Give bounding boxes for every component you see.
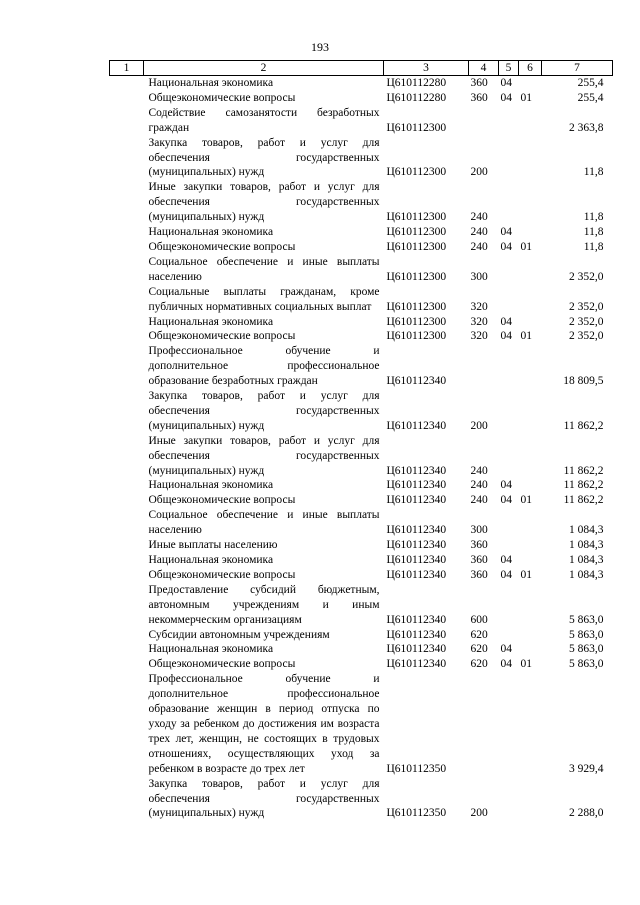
row-name: Социальные выплаты гражданам, кроме публичных нормативных социальных выплат xyxy=(148,285,380,313)
row-name: Социальное обеспечение и иные выплаты населению xyxy=(148,255,380,283)
subsection-code xyxy=(519,538,542,553)
cell-col-1 xyxy=(110,76,144,91)
cell-col-1 xyxy=(110,136,144,181)
section-code xyxy=(499,106,519,136)
row-name: Национальная экономика xyxy=(148,315,274,328)
table-row xyxy=(110,106,613,136)
subsection-code xyxy=(519,478,542,493)
table-row xyxy=(110,508,613,538)
section-code xyxy=(499,136,519,181)
section-code xyxy=(499,285,519,315)
table-row xyxy=(110,315,613,330)
row-name: Национальная экономика xyxy=(148,479,274,492)
section-code xyxy=(499,344,519,389)
target-code: Ц610112340 xyxy=(386,658,447,671)
target-code: Ц610112350 xyxy=(386,807,447,820)
table-row xyxy=(110,642,613,657)
table-row xyxy=(110,553,613,568)
subsection-code xyxy=(519,672,542,776)
subsection-code xyxy=(519,434,542,479)
table-row xyxy=(110,91,613,106)
amount: 255,4 xyxy=(577,77,604,89)
cell-col-1 xyxy=(110,642,144,657)
table-row xyxy=(110,136,613,181)
amount: 18 809,5 xyxy=(563,375,604,388)
target-code: Ц610112340 xyxy=(386,494,447,507)
target-code: Ц610112280 xyxy=(386,77,447,89)
row-name: Предоставление субсидий бюджетным, автономным учреждениям и иным некоммерческим организациям xyxy=(148,583,380,626)
subsection-code xyxy=(519,76,542,91)
table-row xyxy=(110,434,613,479)
table-row xyxy=(110,777,613,822)
target-code: Ц610112300 xyxy=(386,240,447,253)
amount: 2 288,0 xyxy=(569,807,604,820)
row-name: Общеэкономические вопросы xyxy=(148,568,296,581)
amount: 11 862,2 xyxy=(563,419,604,432)
expense-type-code: 360 xyxy=(470,91,488,104)
subsection-code xyxy=(519,642,542,657)
expense-type-code: 620 xyxy=(470,658,488,671)
amount: 11,8 xyxy=(583,166,604,179)
table-row xyxy=(110,493,613,508)
amount: 1 084,3 xyxy=(569,539,604,552)
subsection-code: 01 xyxy=(520,91,532,104)
table-body xyxy=(110,76,613,822)
cell-col-1 xyxy=(110,672,144,776)
table-header xyxy=(110,61,613,76)
amount: 11 862,2 xyxy=(563,479,604,492)
amount: 11 862,2 xyxy=(563,494,604,507)
amount: 11 862,2 xyxy=(563,464,604,477)
target-code: Ц610112340 xyxy=(386,419,447,432)
column-header-1: 1 xyxy=(110,61,144,76)
expense-type-code: 360 xyxy=(470,77,488,89)
row-name: Национальная экономика xyxy=(148,77,274,89)
expense-type-code: 200 xyxy=(470,419,488,432)
section-code: 04 xyxy=(500,568,512,581)
cell-col-1 xyxy=(110,478,144,493)
row-name: Содействие самозанятости безработных граждан xyxy=(148,106,380,134)
expense-type-code: 620 xyxy=(470,643,488,656)
column-header-6: 6 xyxy=(519,61,542,76)
target-code: Ц610112340 xyxy=(386,479,447,492)
expense-type-code: 240 xyxy=(470,226,488,239)
section-code xyxy=(499,583,519,628)
cell-col-1 xyxy=(110,255,144,285)
subsection-code xyxy=(519,508,542,538)
section-code: 04 xyxy=(500,226,512,239)
amount: 5 863,0 xyxy=(569,613,604,626)
subsection-code: 01 xyxy=(520,658,532,671)
section-code: 04 xyxy=(500,330,512,343)
row-name: Субсидии автономным учреждениям xyxy=(148,628,330,641)
section-code: 04 xyxy=(500,658,512,671)
section-code xyxy=(499,628,519,643)
amount: 11,8 xyxy=(583,226,604,239)
cell-col-1 xyxy=(110,180,144,225)
section-code xyxy=(499,434,519,479)
cell-col-1 xyxy=(110,434,144,479)
subsection-code xyxy=(519,106,542,136)
subsection-code xyxy=(519,389,542,434)
row-name: Общеэкономические вопросы xyxy=(148,240,296,253)
budget-table xyxy=(109,60,613,821)
cell-col-1 xyxy=(110,628,144,643)
expense-type-code: 240 xyxy=(470,240,488,253)
expense-type-code: 620 xyxy=(470,628,488,641)
header-row xyxy=(110,61,613,76)
target-code: Ц610112300 xyxy=(386,270,447,283)
table-row xyxy=(110,76,613,91)
row-name: Общеэкономические вопросы xyxy=(148,494,296,507)
subsection-code xyxy=(519,553,542,568)
amount: 5 863,0 xyxy=(569,643,604,656)
target-code: Ц610112300 xyxy=(386,330,447,343)
subsection-code: 01 xyxy=(520,330,532,343)
target-code: Ц610112340 xyxy=(386,539,447,552)
cell-col-1 xyxy=(110,493,144,508)
amount: 1 084,3 xyxy=(569,524,604,537)
cell-col-1 xyxy=(110,91,144,106)
amount: 2 352,0 xyxy=(569,330,604,343)
section-code xyxy=(499,672,519,776)
row-name: Профессиональное обучение и дополнительное профессиональное образование женщин в период отпуска по уходу за ребенком до достижения им возраста трех лет, женщин, не состоящих в трудовых отношениях, осуществляющих уход за ребенком в возрасте до трех лет xyxy=(148,673,380,775)
table-row xyxy=(110,657,613,672)
row-name: Национальная экономика xyxy=(148,643,274,656)
table-row xyxy=(110,568,613,583)
row-name: Общеэкономические вопросы xyxy=(148,91,296,104)
cell-col-1 xyxy=(110,344,144,389)
expense-type-code: 600 xyxy=(470,613,488,626)
amount: 2 352,0 xyxy=(569,300,604,313)
target-code: Ц610112340 xyxy=(386,628,447,641)
subsection-code xyxy=(519,583,542,628)
row-name: Общеэкономические вопросы xyxy=(148,658,296,671)
amount: 11,8 xyxy=(583,211,604,224)
cell-col-1 xyxy=(110,225,144,240)
expense-type-code: 320 xyxy=(470,300,488,313)
subsection-code xyxy=(519,180,542,225)
row-name: Общеэкономические вопросы xyxy=(148,330,296,343)
section-code xyxy=(499,508,519,538)
row-name: Закупка товаров, работ и услуг для обеспечения государственных (муниципальных) нужд xyxy=(148,136,380,179)
amount: 1 084,3 xyxy=(569,554,604,566)
target-code: Ц610112340 xyxy=(386,375,447,388)
target-code: Ц610112300 xyxy=(386,300,447,313)
column-header-5: 5 xyxy=(499,61,519,76)
section-code: 04 xyxy=(500,479,512,492)
target-code: Ц610112340 xyxy=(386,643,447,656)
section-code: 04 xyxy=(500,91,512,104)
target-code: Ц610112280 xyxy=(386,91,447,104)
cell-col-1 xyxy=(110,538,144,553)
section-code: 04 xyxy=(500,77,512,89)
target-code: Ц610112300 xyxy=(386,166,447,179)
cell-col-1 xyxy=(110,777,144,822)
cell-col-1 xyxy=(110,389,144,434)
target-code: Ц610112300 xyxy=(386,315,447,328)
table-row xyxy=(110,583,613,628)
table-row xyxy=(110,344,613,389)
cell-col-1 xyxy=(110,657,144,672)
expense-type-code: 300 xyxy=(470,524,488,537)
expense-type-code: 240 xyxy=(470,211,488,224)
subsection-code: 01 xyxy=(520,494,532,507)
target-code: Ц610112340 xyxy=(386,613,447,626)
cell-col-1 xyxy=(110,583,144,628)
cell-col-1 xyxy=(110,285,144,315)
table-row xyxy=(110,285,613,315)
row-name: Социальное обеспечение и иные выплаты населению xyxy=(148,509,380,537)
cell-col-1 xyxy=(110,240,144,255)
amount: 11,8 xyxy=(583,240,604,253)
page-number: 193 xyxy=(311,40,329,54)
expense-type-code: 240 xyxy=(470,464,488,477)
target-code: Ц610112300 xyxy=(386,211,447,224)
section-code: 04 xyxy=(500,554,512,566)
table-row xyxy=(110,478,613,493)
section-code xyxy=(499,389,519,434)
row-name: Закупка товаров, работ и услуг для обеспечения государственных (муниципальных) нужд xyxy=(148,390,380,432)
row-name: Закупка товаров, работ и услуг для обеспечения государственных (муниципальных) нужд xyxy=(148,777,380,820)
column-header-7: 7 xyxy=(542,61,613,76)
expense-type-code: 240 xyxy=(470,479,488,492)
target-code: Ц610112340 xyxy=(386,464,447,477)
target-code: Ц610112350 xyxy=(386,762,447,775)
expense-type-code: 200 xyxy=(470,807,488,820)
subsection-code xyxy=(519,315,542,330)
section-code xyxy=(499,777,519,822)
row-name: Национальная экономика xyxy=(148,226,274,239)
expense-type-code: 200 xyxy=(470,166,488,179)
cell-col-1 xyxy=(110,568,144,583)
target-code: Ц610112340 xyxy=(386,554,447,566)
table-row xyxy=(110,389,613,434)
amount: 255,4 xyxy=(577,91,604,104)
expense-type-code: 240 xyxy=(470,494,488,507)
amount: 5 863,0 xyxy=(569,658,604,671)
column-header-4: 4 xyxy=(469,61,499,76)
table-row xyxy=(110,240,613,255)
target-code: Ц610112340 xyxy=(386,524,447,537)
section-code: 04 xyxy=(500,643,512,656)
table-row xyxy=(110,628,613,643)
table-row xyxy=(110,329,613,344)
amount: 1 084,3 xyxy=(569,568,604,581)
column-header-3: 3 xyxy=(384,61,469,76)
expense-type-code xyxy=(469,344,499,389)
column-header-2: 2 xyxy=(144,61,384,76)
row-name: Профессиональное обучение и дополнительное профессиональное образование безработных граждан xyxy=(148,345,380,388)
section-code: 04 xyxy=(500,315,512,328)
subsection-code: 01 xyxy=(520,240,532,253)
cell-col-1 xyxy=(110,106,144,136)
section-code: 04 xyxy=(500,494,512,507)
row-name: Иные закупки товаров, работ и услуг для обеспечения государственных (муниципальных) нужд xyxy=(148,181,380,224)
amount: 3 929,4 xyxy=(569,762,604,775)
amount: 2 363,8 xyxy=(569,121,604,134)
subsection-code xyxy=(519,225,542,240)
expense-type-code: 300 xyxy=(470,270,488,283)
subsection-code xyxy=(519,777,542,822)
amount: 5 863,0 xyxy=(569,628,604,641)
amount: 2 352,0 xyxy=(569,315,604,328)
section-code xyxy=(499,255,519,285)
expense-type-code xyxy=(469,106,499,136)
expense-type-code: 360 xyxy=(470,539,488,552)
table-row xyxy=(110,180,613,225)
table-row xyxy=(110,225,613,240)
cell-col-1 xyxy=(110,329,144,344)
expense-type-code: 360 xyxy=(470,568,488,581)
target-code: Ц610112300 xyxy=(386,226,447,239)
row-name: Национальная экономика xyxy=(148,554,274,566)
subsection-code: 01 xyxy=(520,568,532,581)
table-row xyxy=(110,672,613,776)
row-name: Иные выплаты населению xyxy=(148,539,278,552)
expense-type-code: 320 xyxy=(470,330,488,343)
cell-col-1 xyxy=(110,553,144,568)
expense-type-code: 360 xyxy=(470,554,488,566)
cell-col-1 xyxy=(110,315,144,330)
section-code xyxy=(499,180,519,225)
subsection-code xyxy=(519,344,542,389)
expense-type-code xyxy=(469,672,499,776)
target-code: Ц610112340 xyxy=(386,568,447,581)
table-row xyxy=(110,538,613,553)
cell-col-1 xyxy=(110,508,144,538)
subsection-code xyxy=(519,628,542,643)
amount: 2 352,0 xyxy=(569,270,604,283)
row-name: Иные закупки товаров, работ и услуг для обеспечения государственных (муниципальных) нужд xyxy=(148,434,380,477)
table-row xyxy=(110,255,613,285)
subsection-code xyxy=(519,136,542,181)
expense-type-code: 320 xyxy=(470,315,488,328)
target-code: Ц610112300 xyxy=(386,121,447,134)
section-code xyxy=(499,538,519,553)
subsection-code xyxy=(519,285,542,315)
subsection-code xyxy=(519,255,542,285)
section-code: 04 xyxy=(500,240,512,253)
